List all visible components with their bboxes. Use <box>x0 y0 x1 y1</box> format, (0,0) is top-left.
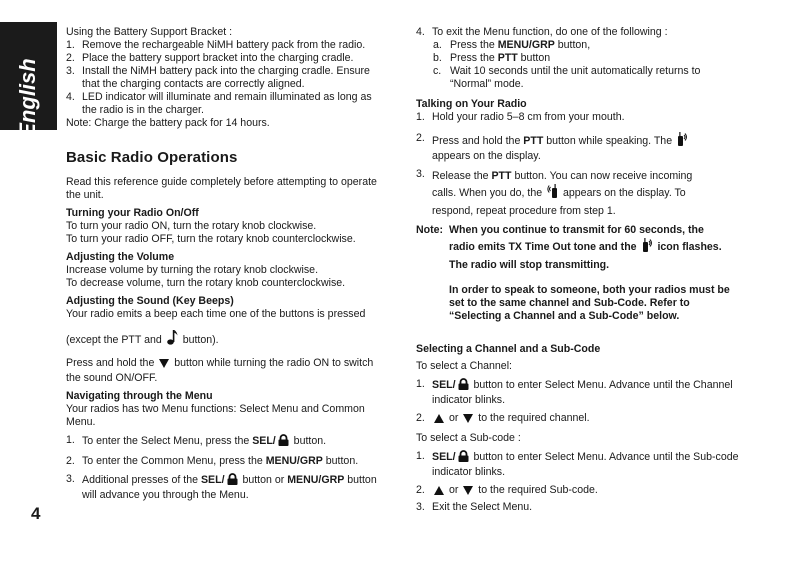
lock-icon <box>458 378 469 394</box>
lock-icon <box>458 450 469 466</box>
heading-key-beeps: Adjusting the Sound (Key Beeps) <box>66 295 234 307</box>
page-number: 4 <box>31 504 41 523</box>
right-column <box>416 26 741 514</box>
up-triangle-icon <box>434 414 444 427</box>
lock-icon <box>278 434 289 450</box>
list-item: 1. To enter the Select Menu, press the SEL/ button. <box>66 434 386 450</box>
list-item: 2. To enter the Common Menu, press the MENU/GRP button. <box>66 455 359 467</box>
sub-code-intro: To select a Sub-code : <box>416 432 521 444</box>
language-tab-label: English <box>15 58 40 138</box>
down-triangle-icon <box>159 359 169 372</box>
heading-on-off: Turning your Radio On/Off <box>66 207 199 219</box>
on-off-line: To turn your radio ON, turn the rotary knob clockwise. <box>66 220 317 232</box>
channel-intro: To select a Channel: <box>416 360 512 372</box>
music-note-icon <box>167 329 178 349</box>
transmit-icon <box>677 132 688 150</box>
list-item: 3. Exit the Select Menu. <box>416 501 533 513</box>
list-item: 3. Install the NiMH battery pack into the charging cradle. Ensure that the charging contacts are correctly aligned. <box>66 65 370 90</box>
down-triangle-icon <box>463 414 473 427</box>
list-item: 1. SEL/ button to enter Select Menu. Advance until the Sub-code indicator blinks. <box>416 450 739 478</box>
basic-intro: Read this reference guide completely before attempting to operate the unit. <box>66 176 377 201</box>
on-off-line: To turn your radio OFF, turn the rotary knob counterclockwise. <box>66 233 356 245</box>
language-tab <box>0 22 57 138</box>
list-item: c. Wait 10 seconds until the unit automatically returns to “Normal” mode. <box>433 65 701 90</box>
lock-icon <box>227 473 238 489</box>
transmit-icon <box>642 238 653 257</box>
channel-note: In order to speak to someone, both your radios must be set to the same channel and Sub-Code. Refer to “Selecting a Channel and a Sub-Code” below. <box>449 284 730 322</box>
sound-line: Your radio emits a beep each time one of the buttons is pressed <box>66 308 366 320</box>
down-triangle-icon <box>463 486 473 499</box>
list-item: 4. To exit the Menu function, do one of the following : <box>416 26 668 38</box>
heading-channel: Selecting a Channel and a Sub-Code <box>416 343 601 355</box>
list-item: 2. or to the required channel. <box>416 412 741 427</box>
volume-line: To decrease volume, turn the rotary knob counterclockwise. <box>66 277 346 289</box>
volume-line: Increase volume by turning the rotary knob clockwise. <box>66 264 319 276</box>
list-item: 3. Release the PTT button. You can now receive incoming calls. When you do, the appears on the display. To respond, repeat procedure from step 1. <box>416 168 693 217</box>
list-item: 2. Press and hold the PTT button while speaking. The appears on the display. <box>416 132 741 163</box>
section-title-basic-operations: Basic Radio Operations <box>66 149 238 166</box>
up-triangle-icon <box>434 486 444 499</box>
list-item: 2. or to the required Sub-code. <box>416 484 741 499</box>
list-item: 1. Remove the rechargeable NiMH battery pack from the radio. <box>66 39 366 51</box>
list-item: 1. SEL/ button to enter Select Menu. Advance until the Channel indicator blinks. <box>416 378 733 406</box>
list-item: 1. Hold your radio 5–8 cm from your mouth. <box>416 111 625 123</box>
sound-line: (except the PTT and button). <box>66 329 386 349</box>
list-item: 2. Place the battery support bracket into the charging cradle. <box>66 52 354 64</box>
charge-note: Note: Charge the battery pack for 14 hours. <box>66 117 270 129</box>
menu-intro: Your radios has two Menu functions: Select Menu and Common Menu. <box>66 403 365 428</box>
sound-line: Press and hold the button while turning the radio ON to switch the sound ON/OFF. <box>66 357 374 384</box>
list-item: 4. LED indicator will illuminate and remain illuminated as long as the radio is in the charger. <box>66 91 372 116</box>
heading-menu: Navigating through the Menu <box>66 390 213 402</box>
list-item: a. Press the MENU/GRP button, <box>433 39 591 51</box>
heading-talking: Talking on Your Radio <box>416 98 527 110</box>
list-item: b. Press the PTT button <box>433 52 551 64</box>
left-column <box>66 26 386 502</box>
receive-icon <box>547 184 558 203</box>
transmit-note: Note: When you continue to transmit for 60 seconds, the radio emits TX Time Out tone and the icon flashes. The radio will stop transmitting. <box>416 224 722 271</box>
heading-volume: Adjusting the Volume <box>66 251 175 263</box>
list-item: 3. Additional presses of the SEL/ button or MENU/GRP button will advance you through the Menu. <box>66 473 377 501</box>
bracket-intro: Using the Battery Support Bracket : <box>66 26 233 38</box>
